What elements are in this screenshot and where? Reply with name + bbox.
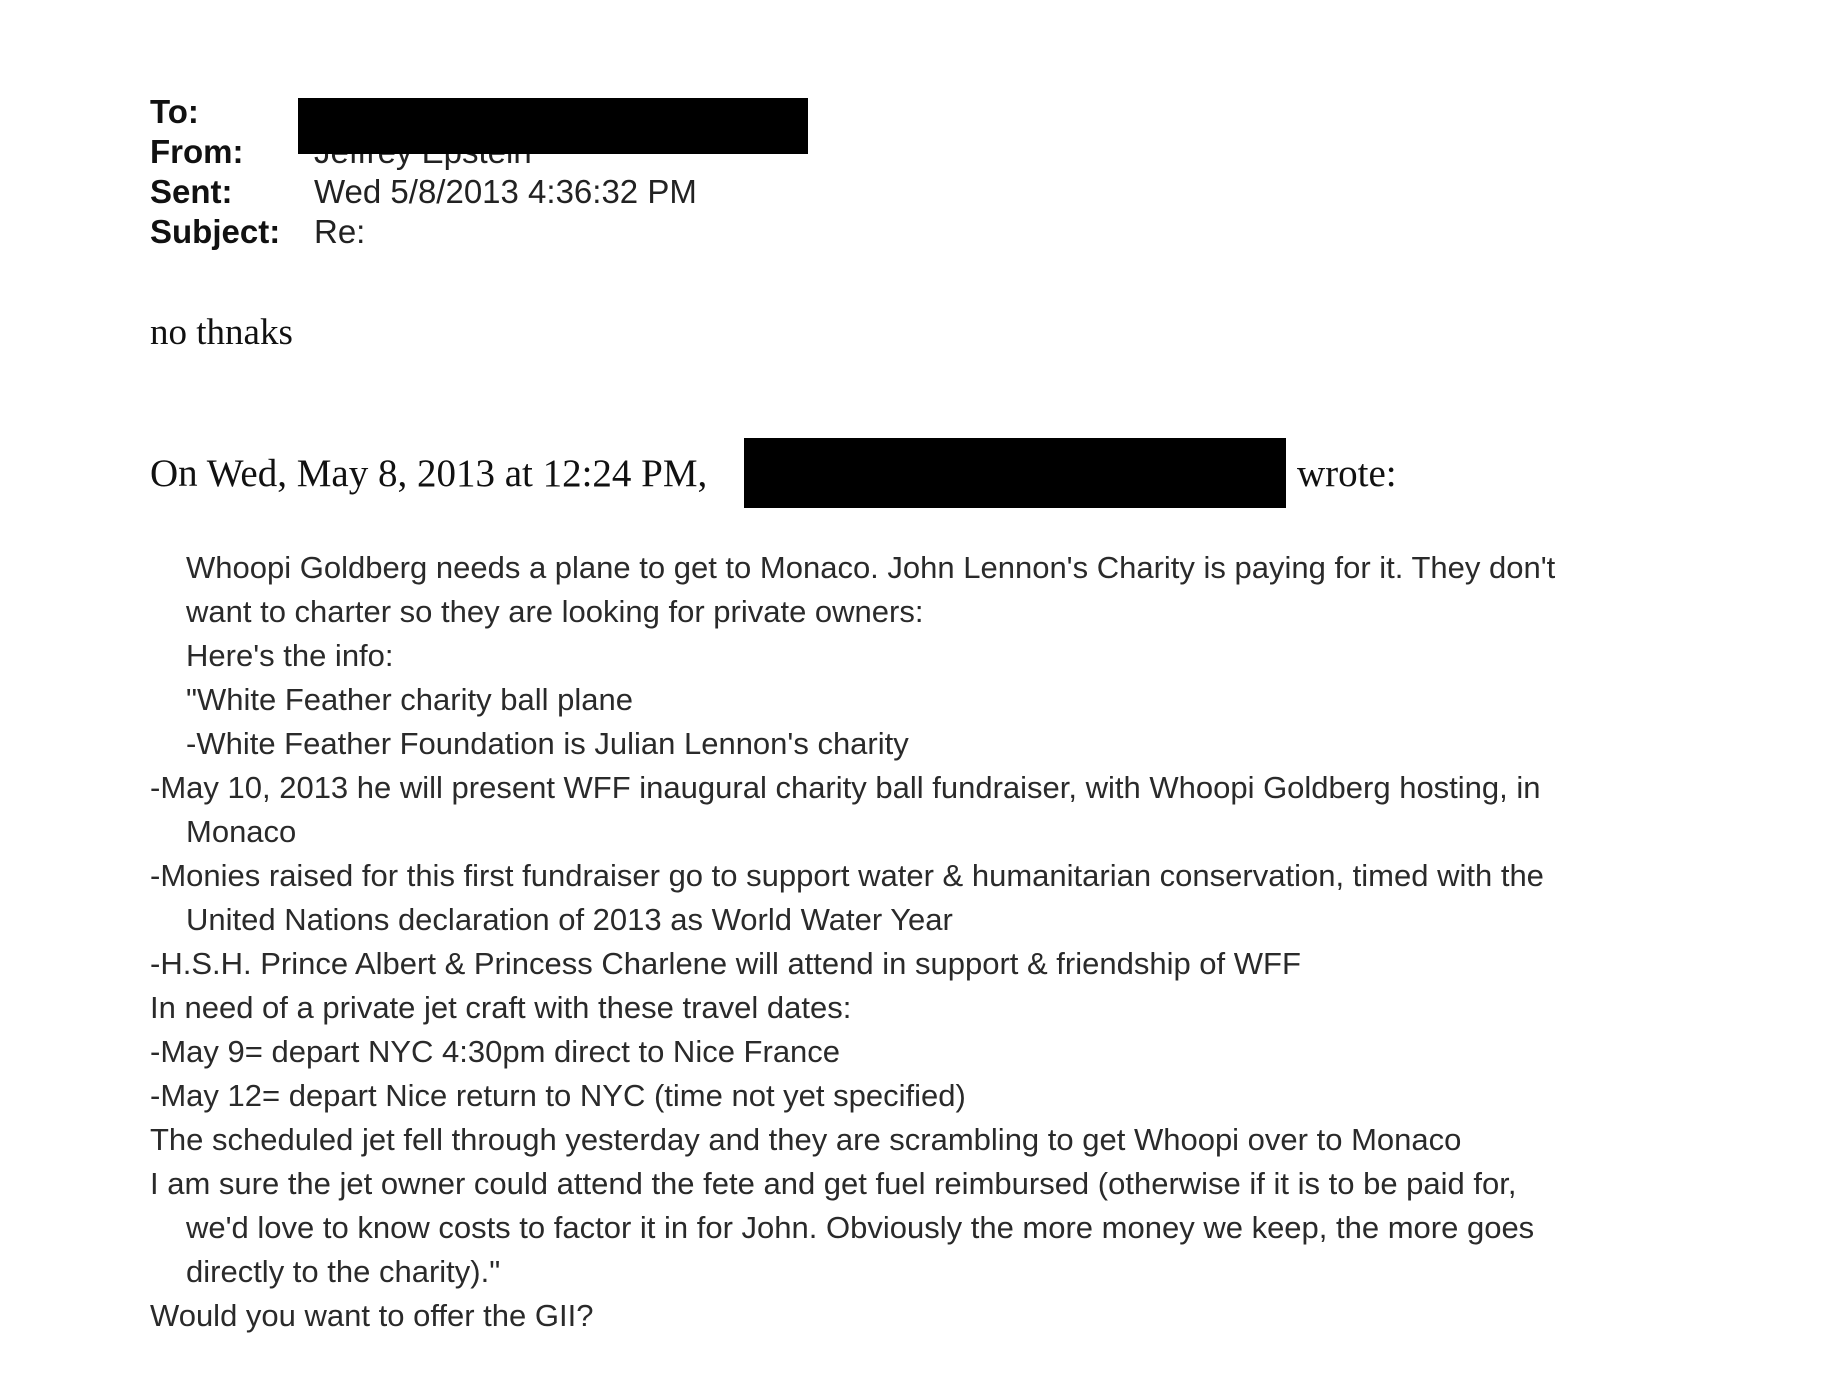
quote-line: Would you want to offer the GII? [150, 1298, 594, 1333]
quote-line: -H.S.H. Prince Albert & Princess Charlene will attend in support & friendship of WFF [150, 946, 1301, 981]
quote-line: -May 9= depart NYC 4:30pm direct to Nice France [150, 1034, 841, 1069]
quote-line: I am sure the jet owner could attend the fete and get fuel reimbursed (otherwise if it is to be paid for, [150, 1166, 1517, 1201]
quote-line: In need of a private jet craft with these travel dates: [150, 990, 852, 1025]
from-label: From: [150, 133, 244, 170]
quote-line: -May 10, 2013 he will present WFF inaugural charity ball fundraiser, with Whoopi Goldberg hosting, in [150, 770, 1541, 805]
redaction-to-recipient [298, 98, 808, 154]
quote-line: Whoopi Goldberg needs a plane to get to Monaco. John Lennon's Charity is paying for it. They don't [186, 550, 1556, 585]
quote-line: -May 12= depart Nice return to NYC (time not yet specified) [150, 1078, 966, 1113]
quote-intro: On Wed, May 8, 2013 at 12:24 PM, [150, 452, 708, 495]
quote-line: -Monies raised for this first fundraiser go to support water & humanitarian conservation, timed with the [150, 858, 1544, 893]
sent-label: Sent: [150, 173, 233, 210]
sent-value: Wed 5/8/2013 4:36:32 PM [314, 173, 697, 210]
quote-line: Monaco [186, 814, 297, 849]
quote-line: United Nations declaration of 2013 as World Water Year [186, 902, 953, 937]
subject-label: Subject: [150, 213, 281, 250]
reply-text: no thnaks [150, 312, 293, 353]
quote-line: The scheduled jet fell through yesterday and they are scrambling to get Whoopi over to Monaco [150, 1122, 1462, 1157]
redaction-quoted-sender [744, 438, 1286, 508]
quote-line: Here's the info: [186, 638, 394, 673]
quote-line: directly to the charity)." [186, 1254, 501, 1289]
quote-line: we'd love to know costs to factor it in for John. Obviously the more money we keep, the more goes [186, 1210, 1535, 1245]
quote-line: -White Feather Foundation is Julian Lennon's charity [186, 726, 909, 761]
quote-line: "White Feather charity ball plane [186, 682, 633, 717]
subject-value: Re: [314, 213, 366, 250]
to-label: To: [150, 93, 199, 130]
quote-wrote: wrote: [1297, 452, 1397, 495]
quote-line: want to charter so they are looking for private owners: [186, 594, 924, 629]
